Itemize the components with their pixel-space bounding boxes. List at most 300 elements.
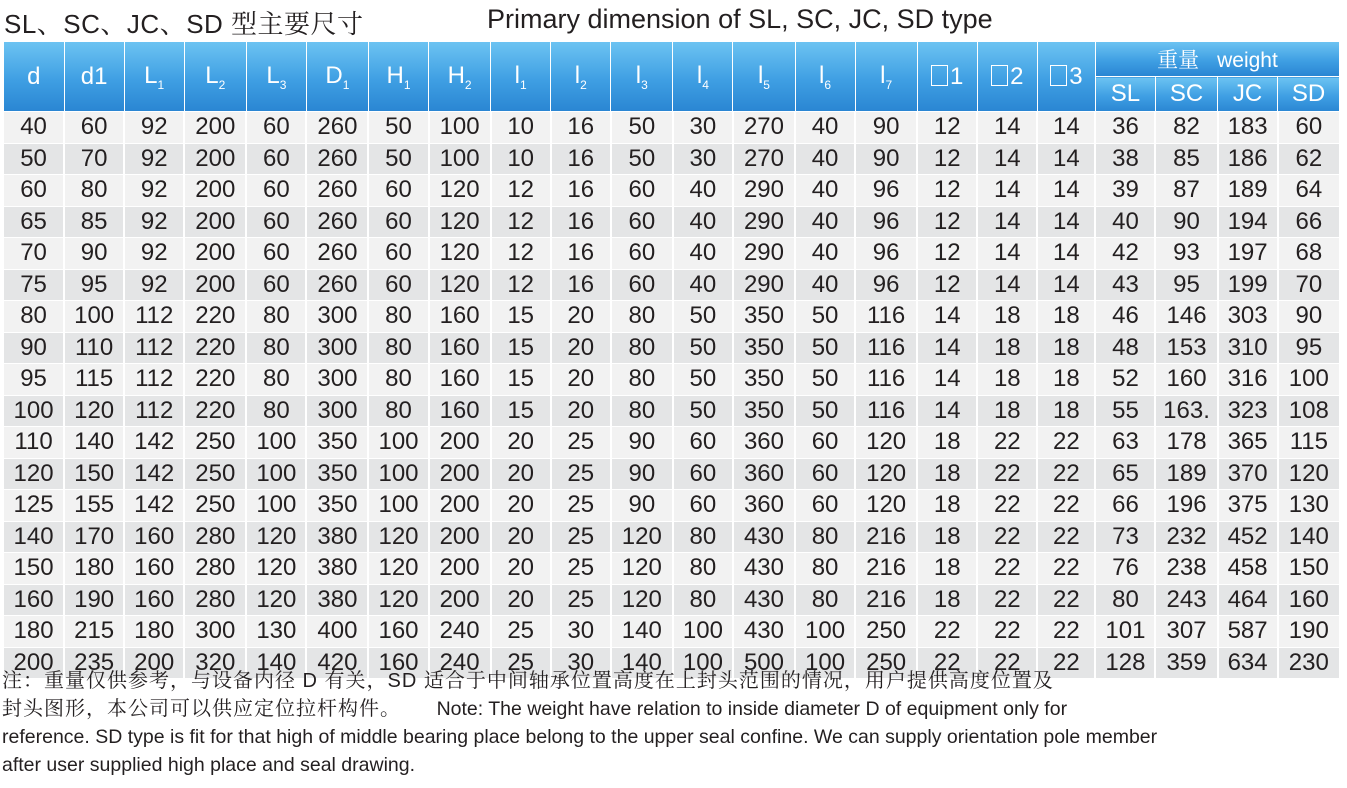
table-cell: 300 xyxy=(306,364,368,396)
table-cell: 20 xyxy=(551,301,611,333)
table-cell: 140 xyxy=(4,521,64,553)
table-cell: 380 xyxy=(306,553,368,585)
table-cell: 220 xyxy=(184,364,246,396)
table-cell: 260 xyxy=(306,175,368,207)
table-cell: 75 xyxy=(4,269,64,301)
table-cell: 60 xyxy=(611,206,673,238)
table-cell: 458 xyxy=(1218,553,1278,585)
table-cell: 280 xyxy=(184,584,246,616)
table-cell: 112 xyxy=(124,332,184,364)
table-cell: 18 xyxy=(917,458,977,490)
table-cell: 15 xyxy=(491,332,551,364)
table-cell: 80 xyxy=(673,553,733,585)
table-cell: 300 xyxy=(184,616,246,648)
table-body xyxy=(4,112,1339,679)
table-cell: 20 xyxy=(551,395,611,427)
column-header xyxy=(246,42,306,112)
table-cell: 18 xyxy=(917,427,977,459)
table-cell: 70 xyxy=(1278,269,1339,301)
note-line-4: after user supplied high place and seal drawing. xyxy=(2,754,416,776)
table-row xyxy=(4,427,1339,459)
table-cell: 90 xyxy=(611,427,673,459)
table-cell: 63 xyxy=(1095,427,1155,459)
table-cell: 12 xyxy=(491,206,551,238)
table-cell: 120 xyxy=(246,521,306,553)
table-cell: 22 xyxy=(1037,553,1095,585)
table-cell: 15 xyxy=(491,395,551,427)
table-cell: 18 xyxy=(1037,301,1095,333)
table-cell: 30 xyxy=(551,647,611,679)
table-cell: 100 xyxy=(246,490,306,522)
table-row xyxy=(4,269,1339,301)
table-cell: 22 xyxy=(1037,521,1095,553)
table-cell: 60 xyxy=(246,238,306,270)
weight-type-header: SC xyxy=(1155,77,1217,112)
table-cell: 95 xyxy=(1278,332,1339,364)
column-header-subscript: 1 xyxy=(403,77,411,92)
table-cell: 40 xyxy=(795,112,855,144)
table-cell: 350 xyxy=(733,332,795,364)
table-cell: 60 xyxy=(795,490,855,522)
weight-type-header: SL xyxy=(1095,77,1155,112)
table-cell: 142 xyxy=(124,427,184,459)
table-cell: 120 xyxy=(855,490,917,522)
table-row xyxy=(4,395,1339,427)
table-cell: 16 xyxy=(551,206,611,238)
table-cell: 142 xyxy=(124,490,184,522)
note-line-2-english: Note: The weight have relation to inside diameter D of equipment only for xyxy=(436,698,1068,720)
table-cell: 22 xyxy=(917,616,977,648)
table-cell: 80 xyxy=(673,521,733,553)
table-cell: 310 xyxy=(1218,332,1278,364)
table-cell: 22 xyxy=(917,647,977,679)
table-cell: 12 xyxy=(917,143,977,175)
table-cell: 235 xyxy=(64,647,124,679)
table-cell: 60 xyxy=(246,206,306,238)
table-cell: 216 xyxy=(855,584,917,616)
table-cell: 60 xyxy=(1278,112,1339,144)
table-cell: 146 xyxy=(1155,301,1217,333)
table-cell: 238 xyxy=(1155,553,1217,585)
table-cell: 22 xyxy=(977,427,1037,459)
table-cell: 260 xyxy=(306,206,368,238)
table-cell: 190 xyxy=(1278,616,1339,648)
table-cell: 90 xyxy=(4,332,64,364)
table-cell: 200 xyxy=(124,647,184,679)
table-cell: 120 xyxy=(855,458,917,490)
table-cell: 430 xyxy=(733,616,795,648)
table-cell: 64 xyxy=(1278,175,1339,207)
table-cell: 50 xyxy=(4,143,64,175)
table-cell: 18 xyxy=(917,553,977,585)
table-cell: 80 xyxy=(246,332,306,364)
table-cell: 163. xyxy=(1155,395,1217,427)
table-cell: 20 xyxy=(491,427,551,459)
column-header-subscript: 2 xyxy=(580,77,587,92)
table-cell: 100 xyxy=(246,427,306,459)
square-symbol-icon xyxy=(991,65,1008,86)
table-row xyxy=(4,553,1339,585)
table-cell: 400 xyxy=(306,616,368,648)
table-cell: 110 xyxy=(4,427,64,459)
table-cell: 120 xyxy=(4,458,64,490)
table-cell: 200 xyxy=(184,206,246,238)
table-cell: 80 xyxy=(4,301,64,333)
table-cell: 90 xyxy=(855,143,917,175)
table-row xyxy=(4,490,1339,522)
table-cell: 112 xyxy=(124,395,184,427)
table-cell: 160 xyxy=(1278,584,1339,616)
table-cell: 260 xyxy=(306,269,368,301)
column-header-subscript: 2 xyxy=(464,77,472,92)
table-cell: 120 xyxy=(246,584,306,616)
table-cell: 14 xyxy=(1037,206,1095,238)
table-cell: 320 xyxy=(184,647,246,679)
column-header-label: L xyxy=(205,61,219,89)
table-cell: 250 xyxy=(855,616,917,648)
table-cell: 100 xyxy=(429,143,491,175)
table-cell: 300 xyxy=(306,395,368,427)
table-cell: 100 xyxy=(64,301,124,333)
table-cell: 430 xyxy=(733,553,795,585)
table-cell: 140 xyxy=(611,647,673,679)
table-cell: 14 xyxy=(917,301,977,333)
table-cell: 60 xyxy=(64,112,124,144)
table-cell: 66 xyxy=(1095,490,1155,522)
table-cell: 60 xyxy=(611,175,673,207)
table-cell: 16 xyxy=(551,112,611,144)
table-cell: 120 xyxy=(368,521,428,553)
table-cell: 50 xyxy=(611,143,673,175)
table-cell: 120 xyxy=(64,395,124,427)
table-cell: 280 xyxy=(184,521,246,553)
table-cell: 280 xyxy=(184,553,246,585)
table-cell: 120 xyxy=(611,553,673,585)
table-cell: 16 xyxy=(551,269,611,301)
column-header-subscript: 1 xyxy=(342,77,350,92)
table-cell: 50 xyxy=(795,301,855,333)
column-header-label: l xyxy=(757,61,764,89)
table-header xyxy=(4,42,1339,112)
table-cell: 100 xyxy=(368,427,428,459)
table-cell: 50 xyxy=(795,395,855,427)
table-cell: 80 xyxy=(246,301,306,333)
table-cell: 22 xyxy=(1037,616,1095,648)
table-cell: 50 xyxy=(673,301,733,333)
table-cell: 92 xyxy=(124,238,184,270)
table-row xyxy=(4,364,1339,396)
table-cell: 197 xyxy=(1218,238,1278,270)
table-cell: 359 xyxy=(1155,647,1217,679)
table-cell: 452 xyxy=(1218,521,1278,553)
table-cell: 250 xyxy=(184,490,246,522)
table-cell: 112 xyxy=(124,364,184,396)
table-cell: 40 xyxy=(673,206,733,238)
table-cell: 170 xyxy=(64,521,124,553)
table-cell: 150 xyxy=(64,458,124,490)
table-cell: 80 xyxy=(64,175,124,207)
table-cell: 216 xyxy=(855,521,917,553)
table-cell: 14 xyxy=(977,206,1037,238)
table-cell: 200 xyxy=(184,112,246,144)
column-header-label: l xyxy=(574,61,581,89)
column-header-subscript: 3 xyxy=(279,77,287,92)
table-cell: 270 xyxy=(733,143,795,175)
table-cell: 22 xyxy=(1037,458,1095,490)
table-cell: 55 xyxy=(1095,395,1155,427)
table-cell: 80 xyxy=(795,584,855,616)
column-header-label: l xyxy=(819,61,825,89)
table-cell: 100 xyxy=(795,616,855,648)
footnote xyxy=(2,667,1342,779)
table-cell: 16 xyxy=(551,175,611,207)
table-cell: 93 xyxy=(1155,238,1217,270)
table-cell: 200 xyxy=(184,143,246,175)
table-cell: 200 xyxy=(429,553,491,585)
table-cell: 12 xyxy=(917,269,977,301)
table-cell: 12 xyxy=(491,238,551,270)
table-cell: 80 xyxy=(368,332,428,364)
table-cell: 120 xyxy=(429,238,491,270)
table-cell: 52 xyxy=(1095,364,1155,396)
table-cell: 350 xyxy=(306,490,368,522)
table-cell: 14 xyxy=(1037,175,1095,207)
table-cell: 220 xyxy=(184,395,246,427)
column-header-subscript: 3 xyxy=(641,77,648,92)
table-cell: 20 xyxy=(491,458,551,490)
table-cell: 250 xyxy=(184,458,246,490)
table-cell: 100 xyxy=(429,112,491,144)
table-cell: 14 xyxy=(977,269,1037,301)
table-cell: 100 xyxy=(673,616,733,648)
table-cell: 60 xyxy=(368,269,428,301)
table-cell: 90 xyxy=(611,458,673,490)
table-cell: 160 xyxy=(368,647,428,679)
table-cell: 25 xyxy=(491,647,551,679)
column-header-label: 2 xyxy=(1010,62,1024,90)
table-cell: 14 xyxy=(917,395,977,427)
column-header xyxy=(368,42,428,112)
table-cell: 360 xyxy=(733,427,795,459)
table-cell: 25 xyxy=(551,458,611,490)
table-cell: 160 xyxy=(4,584,64,616)
table-cell: 40 xyxy=(673,269,733,301)
table-cell: 42 xyxy=(1095,238,1155,270)
table-cell: 350 xyxy=(733,364,795,396)
table-cell: 160 xyxy=(124,553,184,585)
table-cell: 43 xyxy=(1095,269,1155,301)
table-cell: 220 xyxy=(184,332,246,364)
table-cell: 160 xyxy=(429,332,491,364)
table-cell: 14 xyxy=(1037,269,1095,301)
table-cell: 92 xyxy=(124,206,184,238)
table-cell: 128 xyxy=(1095,647,1155,679)
table-cell: 160 xyxy=(124,521,184,553)
column-header-label: d xyxy=(27,62,41,90)
note-line-2-chinese: 封头图形，本公司可以供应定位拉杆构件。 xyxy=(2,698,401,720)
table-cell: 186 xyxy=(1218,143,1278,175)
table-cell: 38 xyxy=(1095,143,1155,175)
table-cell: 76 xyxy=(1095,553,1155,585)
table-cell: 183 xyxy=(1218,112,1278,144)
table-cell: 60 xyxy=(673,427,733,459)
table-cell: 12 xyxy=(491,175,551,207)
table-cell: 22 xyxy=(1037,490,1095,522)
table-cell: 100 xyxy=(673,647,733,679)
table-cell: 92 xyxy=(124,269,184,301)
table-cell: 220 xyxy=(184,301,246,333)
table-cell: 15 xyxy=(491,364,551,396)
table-cell: 125 xyxy=(4,490,64,522)
table-cell: 194 xyxy=(1218,206,1278,238)
table-cell: 116 xyxy=(855,332,917,364)
table-cell: 200 xyxy=(429,458,491,490)
table-cell: 60 xyxy=(246,175,306,207)
table-cell: 70 xyxy=(4,238,64,270)
table-cell: 130 xyxy=(246,616,306,648)
table-cell: 92 xyxy=(124,175,184,207)
table-cell: 300 xyxy=(306,301,368,333)
table-cell: 22 xyxy=(977,490,1037,522)
column-header-label: H xyxy=(386,61,404,89)
table-cell: 60 xyxy=(611,269,673,301)
column-header-subscript: 7 xyxy=(885,77,893,92)
table-cell: 108 xyxy=(1278,395,1339,427)
table-cell: 189 xyxy=(1155,458,1217,490)
table-cell: 323 xyxy=(1218,395,1278,427)
table-cell: 36 xyxy=(1095,112,1155,144)
table-cell: 46 xyxy=(1095,301,1155,333)
table-cell: 140 xyxy=(611,616,673,648)
table-cell: 22 xyxy=(977,647,1037,679)
table-cell: 39 xyxy=(1095,175,1155,207)
table-cell: 90 xyxy=(1278,301,1339,333)
table-cell: 73 xyxy=(1095,521,1155,553)
table-cell: 30 xyxy=(673,143,733,175)
table-cell: 120 xyxy=(429,269,491,301)
table-cell: 14 xyxy=(917,364,977,396)
table-cell: 30 xyxy=(551,616,611,648)
table-cell: 120 xyxy=(855,427,917,459)
table-cell: 50 xyxy=(368,112,428,144)
table-cell: 100 xyxy=(368,458,428,490)
table-cell: 350 xyxy=(733,301,795,333)
table-cell: 40 xyxy=(795,269,855,301)
table-cell: 140 xyxy=(1278,521,1339,553)
table-cell: 18 xyxy=(977,332,1037,364)
table-cell: 12 xyxy=(917,175,977,207)
table-cell: 290 xyxy=(733,269,795,301)
table-cell: 100 xyxy=(795,647,855,679)
table-cell: 150 xyxy=(4,553,64,585)
table-cell: 120 xyxy=(429,175,491,207)
table-cell: 116 xyxy=(855,395,917,427)
table-cell: 22 xyxy=(977,584,1037,616)
table-cell: 160 xyxy=(1155,364,1217,396)
table-cell: 155 xyxy=(64,490,124,522)
table-cell: 60 xyxy=(368,206,428,238)
table-cell: 180 xyxy=(124,616,184,648)
table-cell: 40 xyxy=(673,175,733,207)
column-header xyxy=(1037,42,1095,112)
table-cell: 430 xyxy=(733,584,795,616)
table-cell: 200 xyxy=(4,647,64,679)
table-cell: 316 xyxy=(1218,364,1278,396)
column-header-subscript: 1 xyxy=(157,77,165,92)
table-cell: 60 xyxy=(673,458,733,490)
table-cell: 196 xyxy=(1155,490,1217,522)
table-cell: 18 xyxy=(1037,332,1095,364)
table-cell: 360 xyxy=(733,490,795,522)
table-cell: 250 xyxy=(855,647,917,679)
table-cell: 199 xyxy=(1218,269,1278,301)
weight-header-english: weight xyxy=(1217,49,1278,72)
table-cell: 142 xyxy=(124,458,184,490)
table-cell: 130 xyxy=(1278,490,1339,522)
table-cell: 25 xyxy=(551,584,611,616)
table-cell: 303 xyxy=(1218,301,1278,333)
table-cell: 120 xyxy=(429,206,491,238)
table-cell: 96 xyxy=(855,175,917,207)
weight-header-chinese: 重量 xyxy=(1157,49,1200,72)
table-cell: 160 xyxy=(429,301,491,333)
table-row xyxy=(4,206,1339,238)
table-cell: 80 xyxy=(1095,584,1155,616)
table-cell: 115 xyxy=(64,364,124,396)
table-cell: 20 xyxy=(551,364,611,396)
column-header xyxy=(855,42,917,112)
table-cell: 80 xyxy=(368,395,428,427)
table-cell: 25 xyxy=(551,490,611,522)
table-cell: 20 xyxy=(491,553,551,585)
table-cell: 60 xyxy=(795,427,855,459)
table-cell: 14 xyxy=(977,143,1037,175)
table-cell: 200 xyxy=(184,175,246,207)
table-cell: 65 xyxy=(4,206,64,238)
column-header xyxy=(64,42,124,112)
table-cell: 60 xyxy=(246,269,306,301)
page-title xyxy=(2,0,1342,40)
table-cell: 25 xyxy=(551,427,611,459)
column-header-label: D xyxy=(325,61,343,89)
table-cell: 40 xyxy=(673,238,733,270)
table-row xyxy=(4,458,1339,490)
table-row xyxy=(4,521,1339,553)
table-cell: 20 xyxy=(551,332,611,364)
column-header xyxy=(551,42,611,112)
table-cell: 66 xyxy=(1278,206,1339,238)
table-cell: 14 xyxy=(917,332,977,364)
column-header-label: d1 xyxy=(80,62,108,90)
table-cell: 22 xyxy=(1037,584,1095,616)
table-cell: 215 xyxy=(64,616,124,648)
table-cell: 14 xyxy=(977,175,1037,207)
table-cell: 375 xyxy=(1218,490,1278,522)
table-cell: 200 xyxy=(429,584,491,616)
table-cell: 200 xyxy=(429,521,491,553)
table-cell: 14 xyxy=(1037,238,1095,270)
table-cell: 12 xyxy=(491,269,551,301)
table-cell: 18 xyxy=(977,395,1037,427)
column-header-subscript: 5 xyxy=(763,77,770,92)
table-cell: 14 xyxy=(1037,112,1095,144)
table-cell: 22 xyxy=(977,553,1037,585)
table-cell: 290 xyxy=(733,238,795,270)
table-cell: 100 xyxy=(4,395,64,427)
table-cell: 350 xyxy=(306,427,368,459)
column-header-label: L xyxy=(144,61,158,89)
table-cell: 18 xyxy=(1037,395,1095,427)
